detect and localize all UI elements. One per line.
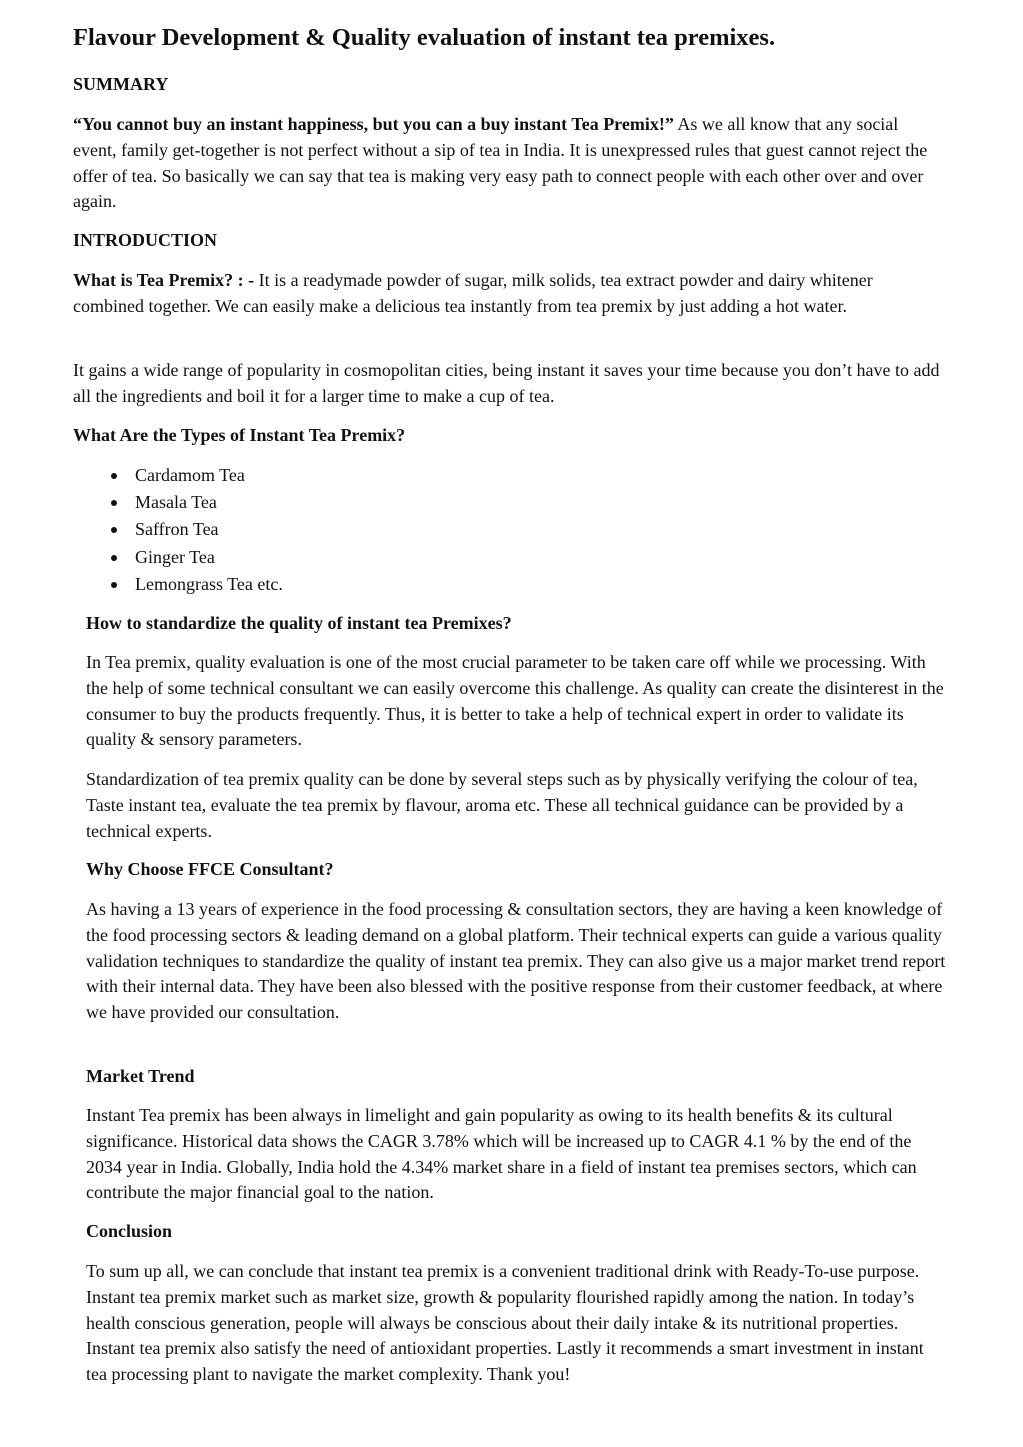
list-item [73, 462, 283, 489]
list-item [73, 489, 283, 516]
introduction-heading: INTRODUCTION [73, 230, 218, 250]
introduction-text: It is a readymade powder of sugar, milk solids, tea extract powder and dairy whitener combined together. We can easily make a delicious tea instantly from tea premix by just adding a hot water. [73, 270, 873, 316]
list-item-label: Cardamom Tea [135, 465, 245, 485]
summary-text: As we all know that any social event, family get-together is not perfect without a sip of tea in India. It is unexpressed rules that guest cannot reject the offer of tea. So basically we can say that tea is making very easy path to connect people with each other over and over again. [73, 114, 928, 212]
list-item-label: Masala Tea [135, 492, 217, 513]
list-item-label: Ginger Tea [135, 546, 215, 567]
document-title: Flavour Development & Quality evaluation of instant tea premixes. [73, 24, 776, 51]
introduction-lead: What is Tea Premix? : - [73, 270, 259, 290]
summary-paragraph [73, 112, 945, 215]
list-item [73, 516, 283, 543]
market-heading: Market Trend [86, 1066, 195, 1086]
list-item [73, 571, 283, 598]
bullet-icon [111, 473, 117, 479]
conclusion-paragraph: To sum up all, we can conclude that instant tea premix is a convenient traditional drink with Ready-To-use purpose. Instant tea premix market such as market size, growth & popularity flourished rapidly among the nation. In today’s health conscious generation, people will always be conscious about their daily intake & its nutritional properties. Instant tea premix also satisfy the need of antioxidant properties. Lastly it recommends a smart investment in instant tea processing plant to navigate the market complexity. Thank you! [86, 1261, 924, 1385]
market-paragraph: Instant Tea premix has been always in limelight and gain popularity as owing to its health benefits & its cultural significance. Historical data shows the CAGR 3.78% which will be increased up to CAGR 4.1 % by the end of the 2034 year in India. Globally, India hold the 4.34% market share in a field of instant tea premises sectors, which can contribute the major financial goal to the nation. [86, 1105, 917, 1203]
bullet-icon [111, 527, 117, 533]
conclusion-heading: Conclusion [86, 1221, 173, 1241]
list-item [73, 544, 283, 571]
introduction-paragraph [73, 268, 945, 320]
standardize-paragraph-1: In Tea premix, quality evaluation is one of the most crucial parameter to be taken care off while we processing. With the help of some technical consultant we can easily overcome this challenge. As quality can create the disinterest in the consumer to buy the products frequently. Thus, it is better to take a help of technical expert in order to validate its quality & sensory parameters. [86, 652, 944, 750]
bullet-icon [111, 555, 117, 561]
list-item-label: Saffron Tea [135, 519, 219, 540]
popularity-paragraph: It gains a wide range of popularity in cosmopolitan cities, being instant it saves your time because you don’t have to add all the ingredients and boil it for a larger time to make a cup of tea. [73, 360, 940, 406]
summary-quote: “You cannot buy an instant happiness, but you can a buy instant Tea Premix!” [73, 114, 674, 134]
standardize-paragraph-2: Standardization of tea premix quality can be done by several steps such as by physically verifying the colour of tea, Taste instant tea, evaluate the tea premix by flavour, aroma etc. These all technical guidance can be provided by a technical experts. [86, 769, 918, 841]
summary-heading: SUMMARY [73, 74, 169, 94]
types-list [73, 462, 283, 598]
bullet-icon [111, 582, 117, 588]
types-heading: What Are the Types of Instant Tea Premix? [73, 425, 406, 445]
standardize-heading: How to standardize the quality of instant tea Premixes? [86, 613, 512, 633]
list-item-label: Lemongrass Tea etc. [135, 573, 283, 594]
why-heading: Why Choose FFCE Consultant? [86, 859, 334, 879]
why-paragraph: As having a 13 years of experience in the food processing & consultation sectors, they are having a keen knowledge of the food processing sectors & leading demand on a global platform. Their technical experts can guide a various quality validation techniques to standardize the quality of instant tea premix. They can also give us a major market trend report with their internal data. They have been also blessed with the positive response from their customer feedback, at where we have provided our consultation. [86, 899, 946, 1023]
bullet-icon [111, 500, 117, 506]
